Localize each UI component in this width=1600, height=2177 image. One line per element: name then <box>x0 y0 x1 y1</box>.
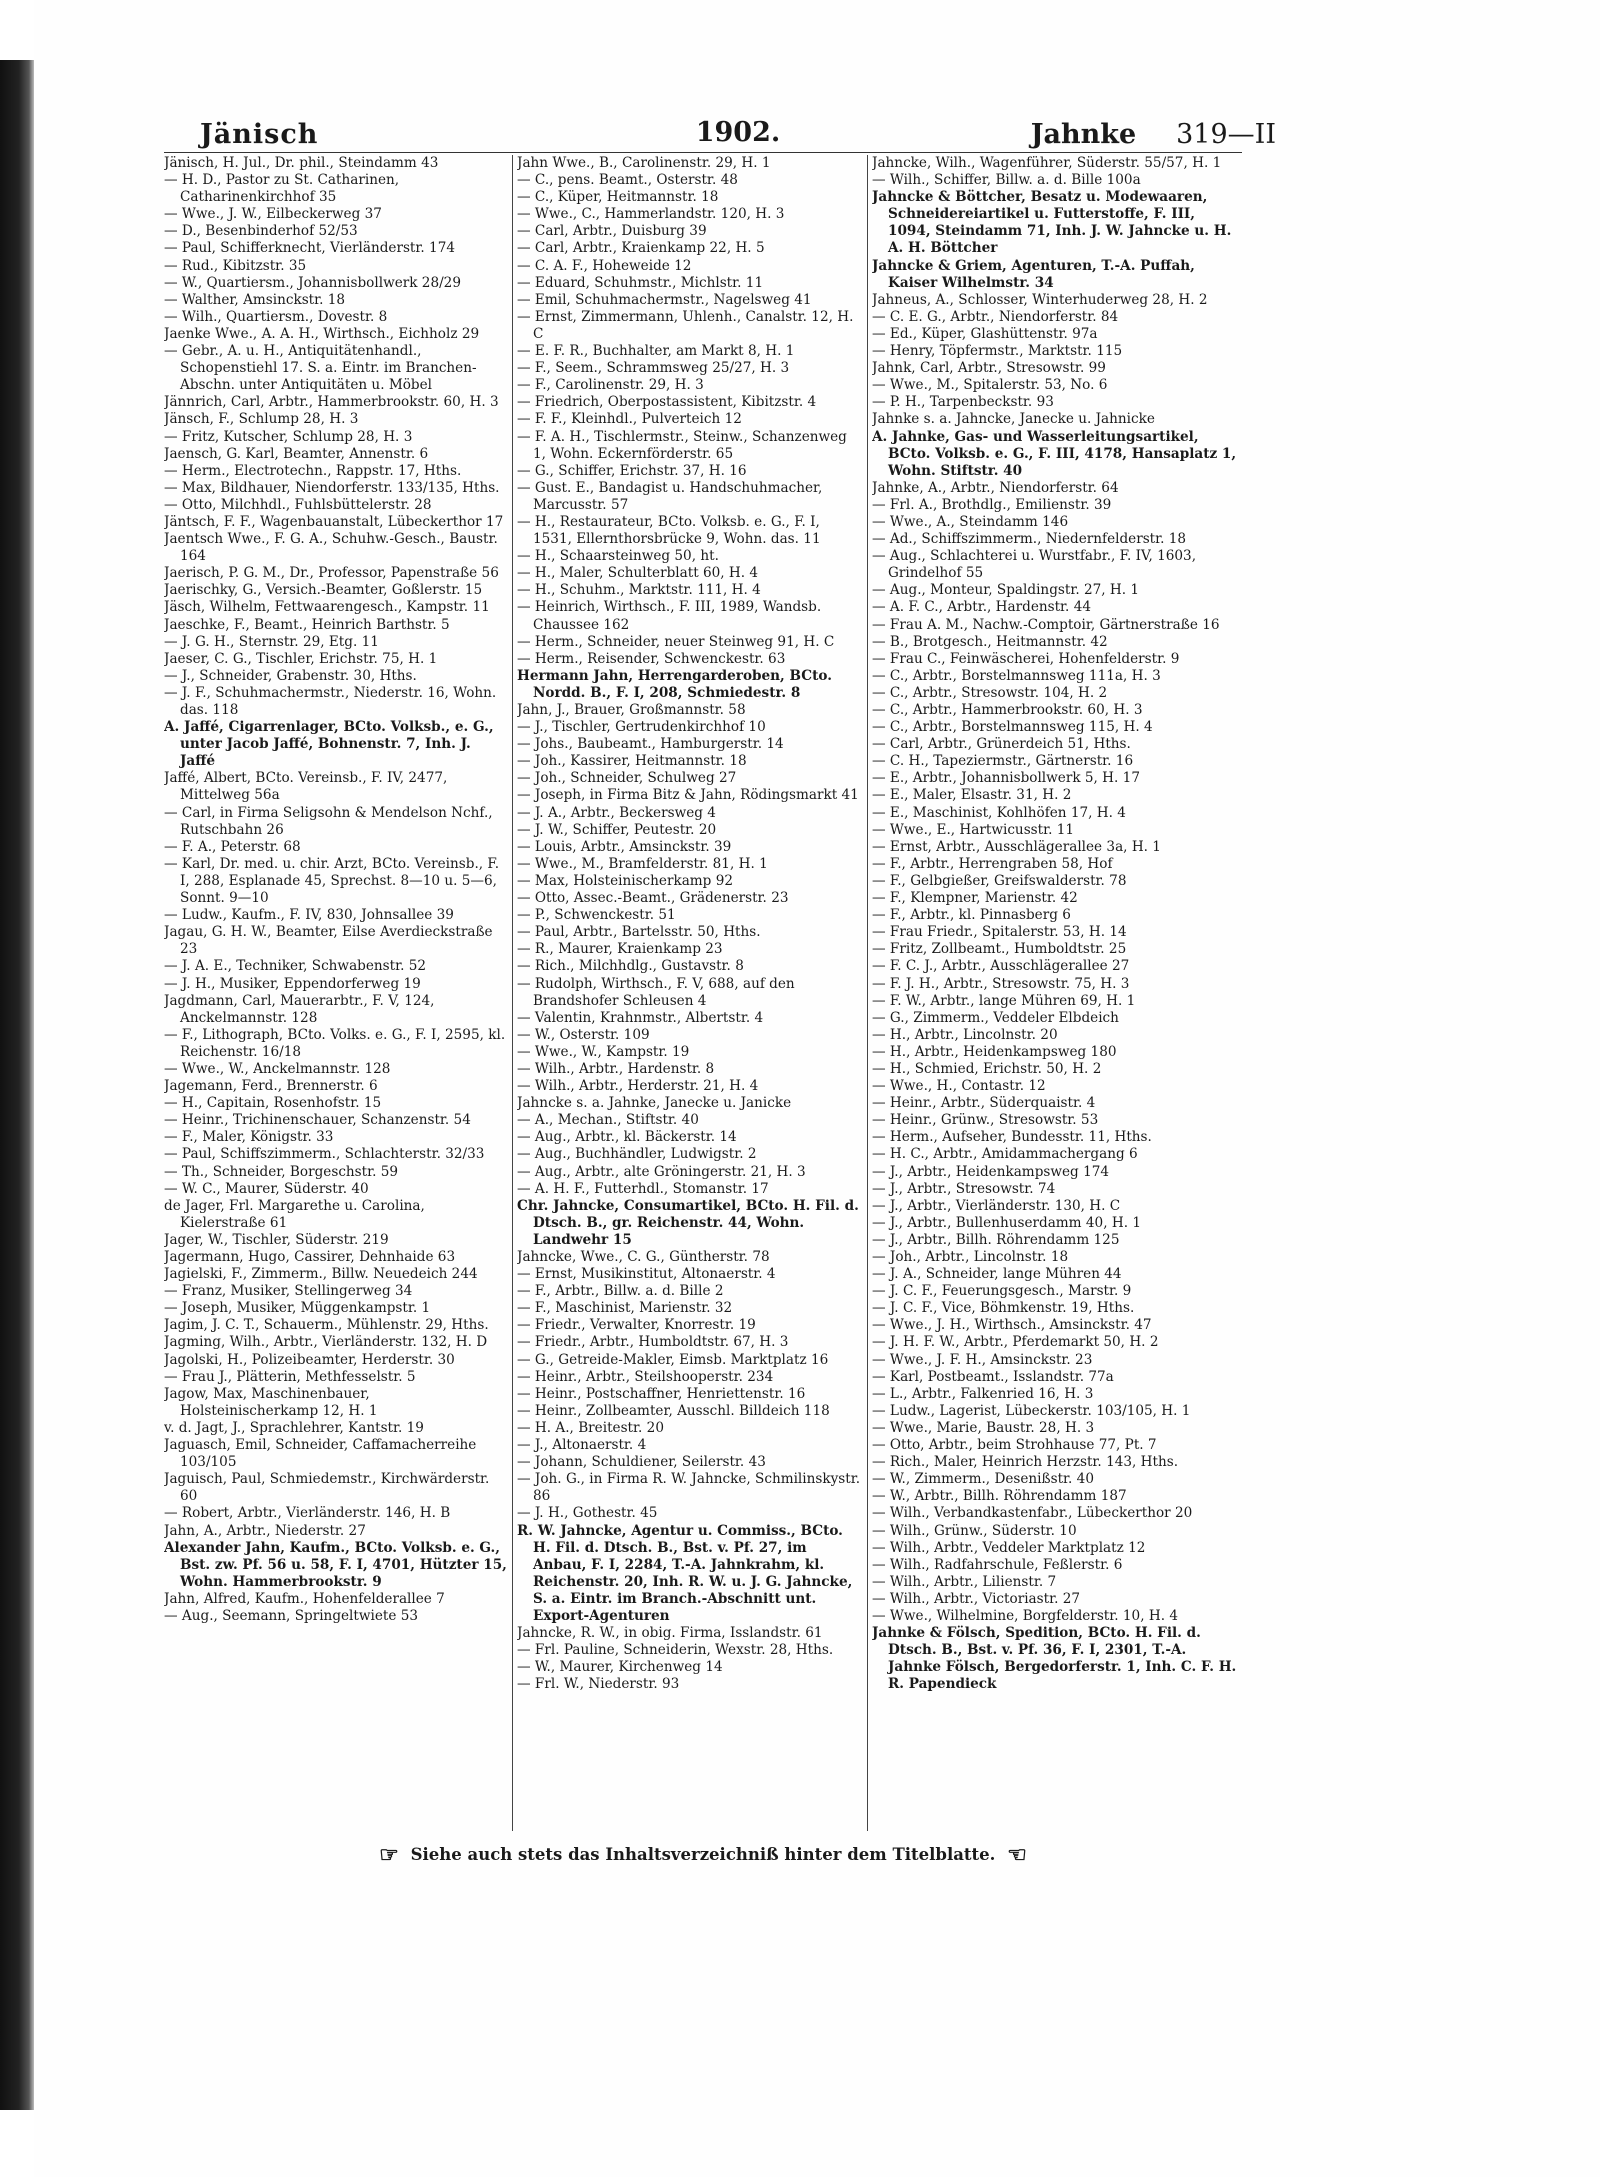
footer-text: Siehe auch stets das Inhaltsverzeichniß hinter dem Titelblatte. <box>410 1845 996 1864</box>
directory-entry: — Wwe., H., Contastr. 12 <box>872 1078 1046 1095</box>
directory-entry: — Carl, Arbtr., Duisburg 39 <box>517 223 707 240</box>
directory-entry: — W., Osterstr. 109 <box>517 1026 650 1043</box>
directory-entry: — Aug., Seemann, Springeltwiete 53 <box>164 1607 419 1624</box>
directory-entry: — Paul, Schifferknecht, Vierländerstr. 174 <box>164 240 455 257</box>
directory-entry: — F. W., Arbtr., lange Mühren 69, H. 1 <box>872 992 1136 1009</box>
directory-entry: — Heinr., Postschaffner, Henriettenstr. 16 <box>517 1385 806 1402</box>
directory-entry: — H., Schaarsteinweg 50, ht. <box>517 548 719 565</box>
directory-entry: — Aug., Arbtr., alte Gröningerstr. 21, H. 3 <box>517 1163 806 1180</box>
directory-entry: Jaerischky, G., Versich.-Beamter, Goßlerstr. 15 <box>164 582 483 599</box>
directory-entry: — Aug., Arbtr., kl. Bäckerstr. 14 <box>517 1129 737 1146</box>
directory-entry: — J. H., Gothestr. 45 <box>517 1505 658 1522</box>
directory-entry: — Wwe., A., Steindamm 146 <box>872 513 1069 530</box>
directory-entry: — Rich., Maler, Heinrich Herzstr. 143, Hths. <box>872 1454 1179 1471</box>
page-binding-edge <box>0 60 34 2110</box>
directory-entry: — Carl, Arbtr., Grünerdeich 51, Hths. <box>872 736 1131 753</box>
directory-entry: Jagdmann, Carl, Mauerarbtr., F. V, 124, Anckelmannstr. 128 <box>164 992 435 1026</box>
directory-entry: — J., Arbtr., Heidenkampsweg 174 <box>872 1163 1110 1180</box>
directory-entry: — D., Besenbinderhof 52/53 <box>164 223 358 240</box>
directory-entry: — Aug., Schlachterei u. Wurstfabr., F. IV, 1603, Grindelhof 55 <box>872 548 1197 582</box>
directory-entry: — Frl. W., Niederstr. 93 <box>517 1676 680 1693</box>
directory-entry: — Wwe., W., Kampstr. 19 <box>517 1043 690 1060</box>
directory-entry: — W., Maurer, Kirchenweg 14 <box>517 1659 723 1676</box>
directory-entry: Alexander Jahn, Kaufm., BCto. Volksb. e. G., Bst. zw. Pf. 56 u. 58, F. I, 4701, Hützter 15, Wohn. Hammerbrookstr. 9 <box>164 1539 507 1590</box>
directory-entry: Jagim, J. C. T., Schauerm., Mühlenstr. 29, Hths. <box>164 1317 489 1334</box>
directory-entry: — Joh., Schneider, Schulweg 27 <box>517 770 737 787</box>
directory-entry: — Th., Schneider, Borgeschstr. 59 <box>164 1163 399 1180</box>
directory-entry: — J. F., Schuhmachermstr., Niederstr. 16, Wohn. das. 118 <box>164 684 497 718</box>
directory-entry: — Karl, Dr. med. u. chir. Arzt, BCto. Vereinsb., F. I, 288, Esplanade 45, Sprechst. 8—10 u. 5—6, Sonnt. 9—10 <box>164 855 500 907</box>
directory-entry: — Herm., Reisender, Schwenckestr. 63 <box>517 650 786 667</box>
directory-entry: — Friedrich, Oberpostassistent, Kibitzstr. 4 <box>517 394 817 411</box>
directory-entry: — J., Schneider, Grabenstr. 30, Hths. <box>164 667 417 684</box>
directory-entry: — Wilh., Radfahrschule, Feßlerstr. 6 <box>872 1556 1123 1573</box>
directory-entry: Jaguisch, Paul, Schmiedemstr., Kirchwärderstr. 60 <box>164 1471 490 1505</box>
directory-entry: — J. W., Schiffer, Peutestr. 20 <box>517 821 717 838</box>
directory-entry: Hermann Jahn, Herrengarderoben, BCto. Nordd. B., F. I, 208, Schmiedestr. 8 <box>517 667 832 701</box>
directory-entry: — E., Arbtr., Johannisbollwerk 5, H. 17 <box>872 770 1140 787</box>
column-divider <box>867 155 868 1831</box>
directory-entry: — Friedr., Verwalter, Knorrestr. 19 <box>517 1317 756 1334</box>
directory-entry: — Ad., Schiffszimmerm., Niedernfelderstr. 18 <box>872 531 1187 548</box>
directory-entry: — Joh., Kassirer, Heitmannstr. 18 <box>517 753 747 770</box>
directory-entry: — Joseph, in Firma Bitz & Jahn, Rödingsmarkt 41 <box>517 787 859 804</box>
directory-entry: — Max, Bildhauer, Niendorferstr. 133/135, Hths. <box>164 479 500 496</box>
directory-entry: — Heinr., Grünw., Stresowstr. 53 <box>872 1112 1099 1129</box>
directory-entry: — F. A. H., Tischlermstr., Steinw., Schanzenweg 1, Wohn. Eckernförderstr. 65 <box>517 428 847 462</box>
directory-entry: Jaeschke, F., Beamt., Heinrich Barthstr. 5 <box>164 616 450 633</box>
directory-entry: — Frl. Pauline, Schneiderin, Wexstr. 28, Hths. <box>517 1642 834 1659</box>
directory-entry: — Johann, Schuldiener, Seilerstr. 43 <box>517 1454 766 1471</box>
directory-entry: — Fritz, Kutscher, Schlump 28, H. 3 <box>164 428 413 445</box>
directory-entry: — Frau Friedr., Spitalerstr. 53, H. 14 <box>872 924 1127 941</box>
directory-entry: — W. C., Maurer, Süderstr. 40 <box>164 1180 369 1197</box>
directory-entry: — Wwe., M., Bramfelderstr. 81, H. 1 <box>517 855 768 872</box>
directory-entry: — Robert, Arbtr., Vierländerstr. 146, H. B <box>164 1505 451 1522</box>
directory-entry: Jager, W., Tischler, Süderstr. 219 <box>164 1231 389 1248</box>
directory-entry: — C. A. F., Hoheweide 12 <box>517 257 692 274</box>
directory-entry: Jahncke, R. W., in obig. Firma, Isslandstr. 61 <box>517 1625 823 1642</box>
directory-entry: — Wilh., Arbtr., Hardenstr. 8 <box>517 1060 715 1077</box>
directory-entry: — Wwe., M., Spitalerstr. 53, No. 6 <box>872 377 1108 394</box>
directory-entry: Jahneus, A., Schlosser, Winterhuderweg 28, H. 2 <box>872 291 1208 308</box>
directory-entry: — Franz, Musiker, Stellingerweg 34 <box>164 1283 413 1300</box>
directory-entry: — F., Arbtr., kl. Pinnasberg 6 <box>872 907 1071 924</box>
directory-entry: — Herm., Schneider, neuer Steinweg 91, H. C <box>517 633 835 650</box>
directory-entry: — J. H., Musiker, Eppendorferweg 19 <box>164 975 421 992</box>
header-left-guide-word: Jänisch <box>200 119 319 150</box>
directory-entry: Jaffé, Albert, BCto. Vereinsb., F. IV, 2477, Mittelweg 56a <box>164 770 448 804</box>
directory-entry: Jahn, J., Brauer, Großmannstr. 58 <box>517 702 746 718</box>
directory-entry: — Gebr., A. u. H., Antiquitätenhandl., Schopenstiehl 17. S. a. Eintr. im Branchen-Abschn. unter Antiquitäten u. Möbel <box>164 343 477 394</box>
directory-entry: — Wwe., J. F. H., Amsinckstr. 23 <box>872 1351 1093 1368</box>
header-year: 1902. <box>695 117 781 148</box>
directory-entry: — C., Arbtr., Hammerbrookstr. 60, H. 3 <box>872 702 1143 718</box>
directory-entry: — Ludw., Kaufm., F. IV, 830, Johnsallee 39 <box>164 907 454 924</box>
directory-entry: — J. A., Arbtr., Beckersweg 4 <box>517 804 716 821</box>
directory-entry: — J., Arbtr., Billh. Röhrendamm 125 <box>872 1231 1120 1248</box>
directory-entry: — J. C. F., Feuerungsgesch., Marstr. 9 <box>872 1283 1132 1300</box>
directory-entry: — J., Arbtr., Vierländerstr. 130, H. C <box>872 1197 1121 1214</box>
directory-entry: — H. C., Arbtr., Amidammachergang 6 <box>872 1146 1138 1163</box>
directory-entry: — E., Maschinist, Kohlhöfen 17, H. 4 <box>872 804 1126 821</box>
directory-entry: Jagming, Wilh., Arbtr., Vierländerstr. 132, H. D <box>164 1334 488 1351</box>
directory-entry: — C., Arbtr., Stresowstr. 104, H. 2 <box>872 684 1108 701</box>
directory-entry: — F., Klempner, Marienstr. 42 <box>872 890 1078 907</box>
column-3 <box>872 155 1242 1831</box>
directory-entry: — Emil, Schuhmachermstr., Nagelsweg 41 <box>517 291 812 308</box>
running-header <box>200 112 1276 150</box>
directory-entry: Jäsch, Wilhelm, Fettwaarengesch., Kampstr. 11 <box>164 599 490 616</box>
header-right <box>1031 119 1276 150</box>
directory-entry: — Ernst, Arbtr., Ausschlägerallee 3a, H. 1 <box>872 838 1161 855</box>
directory-entry: Jahncke & Böttcher, Besatz u. Modewaaren, Schneidereiartikel u. Futterstoffe, F. III, 1094, Steindamm 71, Inh. J. W. Jahncke u. H. A. H. Böttcher <box>872 189 1232 257</box>
directory-entry: — Wilh., Grünw., Süderstr. 10 <box>872 1522 1077 1539</box>
directory-entry: — Wwe., J. W., Eilbeckerweg 37 <box>164 206 382 223</box>
directory-entry: — Ludw., Lagerist, Lübeckerstr. 103/105, H. 1 <box>872 1402 1191 1419</box>
directory-entry: Jahncke, Wilh., Wagenführer, Süderstr. 55/57, H. 1 <box>872 155 1222 171</box>
directory-entry: — Herm., Electrotechn., Rappstr. 17, Hths. <box>164 462 462 479</box>
directory-entry: — Rich., Milchhdlg., Gustavstr. 8 <box>517 958 744 975</box>
directory-entry: — J. H. F. W., Arbtr., Pferdemarkt 50, H. 2 <box>872 1334 1159 1351</box>
directory-entry: — Aug., Monteur, Spaldingstr. 27, H. 1 <box>872 582 1140 599</box>
page-number: 319—II <box>1176 119 1276 150</box>
directory-entry: — F., Gelbgießer, Greifswalderstr. 78 <box>872 872 1127 889</box>
directory-entry: — C., pens. Beamt., Osterstr. 48 <box>517 172 738 189</box>
directory-entry: — J., Altonaerstr. 4 <box>517 1437 647 1454</box>
directory-entry: Jahnk, Carl, Arbtr., Stresowstr. 99 <box>872 360 1106 377</box>
directory-entry: — H., Schmied, Erichstr. 50, H. 2 <box>872 1060 1102 1077</box>
directory-entry: Chr. Jahncke, Consumartikel, BCto. H. Fil. d. Dtsch. B., gr. Reichenstr. 44, Wohn. Landwehr 15 <box>517 1197 859 1248</box>
directory-entry: — Max, Holsteinischerkamp 92 <box>517 872 734 889</box>
directory-entry: — Wwe., J. H., Wirthsch., Amsinckstr. 47 <box>872 1317 1152 1334</box>
directory-entry: de Jager, Frl. Margarethe u. Carolina, Kielerstraße 61 <box>164 1197 425 1231</box>
directory-entry: — H., Maler, Schulterblatt 60, H. 4 <box>517 565 759 582</box>
directory-entry: — Heinr., Trichinenschauer, Schanzenstr. 54 <box>164 1112 471 1129</box>
directory-entry: — Ed., Küper, Glashüttenstr. 97a <box>872 325 1098 342</box>
directory-entry: — F., Seem., Schrammsweg 25/27, H. 3 <box>517 360 790 377</box>
directory-entry: — J., Tischler, Gertrudenkirchhof 10 <box>517 719 766 736</box>
directory-entry: — Karl, Postbeamt., Isslandstr. 77a <box>872 1368 1114 1385</box>
directory-entry: — Wilh., Arbtr., Lilienstr. 7 <box>872 1573 1057 1590</box>
directory-entry: — F. J. H., Arbtr., Stresowstr. 75, H. 3 <box>872 975 1130 992</box>
directory-entry: — Wilh., Arbtr., Herderstr. 21, H. 4 <box>517 1078 759 1095</box>
directory-entry: — L., Arbtr., Falkenried 16, H. 3 <box>872 1385 1094 1402</box>
directory-entry: — J. A. E., Techniker, Schwabenstr. 52 <box>164 958 427 975</box>
directory-entry: — Wwe., E., Hartwicusstr. 11 <box>872 821 1075 838</box>
pointing-hand-left-icon: ☜ <box>1007 1842 1027 1868</box>
directory-entry: Jahncke, Wwe., C. G., Güntherstr. 78 <box>517 1249 770 1265</box>
directory-entry: — Rud., Kibitzstr. 35 <box>164 257 307 274</box>
directory-entry: — Johs., Baubeamt., Hamburgerstr. 14 <box>517 736 784 753</box>
directory-entry: — F., Arbtr., Herrengraben 58, Hof <box>872 855 1113 872</box>
column-1 <box>164 155 508 1831</box>
directory-entry: — J. A., Schneider, lange Mühren 44 <box>872 1266 1122 1283</box>
directory-entry: — A. H. F., Futterhdl., Stomanstr. 17 <box>517 1180 769 1197</box>
directory-entry: — C. H., Tapeziermstr., Gärtnerstr. 16 <box>872 753 1134 770</box>
column-2 <box>517 155 862 1831</box>
directory-entry: — Wilh., Arbtr., Victoriastr. 27 <box>872 1590 1081 1607</box>
directory-entry: — H., Schuhm., Marktstr. 111, H. 4 <box>517 582 761 599</box>
directory-entry: — J., Arbtr., Bullenhuserdamm 40, H. 1 <box>872 1214 1141 1231</box>
directory-entry: — F. C. J., Arbtr., Ausschlägerallee 27 <box>872 958 1130 975</box>
directory-entry: — C., Arbtr., Borstelmannsweg 115, H. 4 <box>872 719 1153 736</box>
directory-entry: — Frau C., Feinwäscherei, Hohenfelderstr. 9 <box>872 650 1180 667</box>
directory-entry: — P. H., Tarpenbeckstr. 93 <box>872 394 1054 411</box>
directory-entry: Jaentsch Wwe., F. G. A., Schuhw.-Gesch., Baustr. 164 <box>164 531 498 565</box>
directory-entry: — G., Getreide-Makler, Eimsb. Marktplatz 16 <box>517 1351 829 1368</box>
directory-entry: — Wilh., Quartiersm., Dovestr. 8 <box>164 308 388 325</box>
directory-entry: A. Jaffé, Cigarrenlager, BCto. Volksb., e. G., unter Jacob Jaffé, Bohnenstr. 7, Inh. J. Jaffé <box>164 719 494 770</box>
directory-entry: — F., Arbtr., Billw. a. d. Bille 2 <box>517 1283 724 1300</box>
directory-entry: — H., Arbtr., Lincolnstr. 20 <box>872 1026 1058 1043</box>
directory-entry: Jaeser, C. G., Tischler, Erichstr. 75, H. 1 <box>164 650 438 667</box>
directory-entry: — Gust. E., Bandagist u. Handschuhmacher, Marcusstr. 57 <box>517 479 823 513</box>
directory-entry: — G., Zimmerm., Veddeler Elbdeich <box>872 1009 1119 1026</box>
directory-entry: Jaguasch, Emil, Schneider, Caffamacherreihe 103/105 <box>164 1437 477 1471</box>
directory-entry: — Henry, Töpfermstr., Marktstr. 115 <box>872 343 1123 360</box>
directory-entry: — J. G. H., Sternstr. 29, Etg. 11 <box>164 633 379 650</box>
directory-entry: Jahn Wwe., B., Carolinenstr. 29, H. 1 <box>517 155 771 171</box>
directory-entry: — Wilh., Schiffer, Billw. a. d. Bille 100a <box>872 172 1141 189</box>
directory-entry: — Heinr., Zollbeamter, Ausschl. Billdeich 118 <box>517 1402 830 1419</box>
directory-entry: Jagielski, F., Zimmerm., Billw. Neuedeich 244 <box>164 1266 478 1283</box>
directory-entry: — H., Restaurateur, BCto. Volksb. e. G., F. I, 1531, Ellernthorsbrücke 9, Wohn. das. 11 <box>517 513 821 548</box>
directory-entry: — W., Zimmerm., Desenißstr. 40 <box>872 1471 1094 1488</box>
directory-entry: — Rudolph, Wirthsch., F. V, 688, auf den Brandshofer Schleusen 4 <box>517 975 795 1009</box>
directory-entry: — F. A., Peterstr. 68 <box>164 838 301 855</box>
directory-entry: Jahncke & Griem, Agenturen, T.-A. Puffah, Kaiser Wilhelmstr. 34 <box>872 257 1195 291</box>
directory-entry: — Frau J., Plätterin, Methfesselstr. 5 <box>164 1368 416 1385</box>
directory-entry: Jahnke & Fölsch, Spedition, BCto. H. Fil. d. Dtsch. B., Bst. v. Pf. 36, F. I, 2301, T.-A. Jahnke Fölsch, Bergedorferstr. 1, Inh. C. F. H. R. Papendieck <box>872 1625 1237 1693</box>
directory-entry: — Frl. A., Brothdlg., Emilienstr. 39 <box>872 496 1112 513</box>
directory-entry: — Aug., Buchhändler, Ludwigstr. 2 <box>517 1146 757 1163</box>
directory-entry: — W., Arbtr., Billh. Röhrendamm 187 <box>872 1488 1127 1505</box>
directory-entry: — Paul, Schiffszimmerm., Schlachterstr. 32/33 <box>164 1146 485 1163</box>
directory-entry: Jänsch, F., Schlump 28, H. 3 <box>164 411 359 428</box>
directory-entry: Jahnke s. a. Jahncke, Janecke u. Jahnicke <box>872 411 1155 428</box>
directory-entry: — Eduard, Schuhmstr., Michlstr. 11 <box>517 274 764 291</box>
pointing-hand-right-icon: ☞ <box>379 1842 399 1868</box>
footer-note <box>164 1842 1242 1868</box>
directory-entry: Jagolski, H., Polizeibeamter, Herderstr. 30 <box>164 1351 455 1368</box>
directory-entry: Jahncke s. a. Jahnke, Janecke u. Janicke <box>517 1095 792 1112</box>
directory-entry: — Otto, Milchhdl., Fuhlsbüttelerstr. 28 <box>164 496 432 513</box>
directory-entry: — C. E. G., Arbtr., Niendorferstr. 84 <box>872 308 1119 325</box>
directory-entry: — E. F. R., Buchhalter, am Markt 8, H. 1 <box>517 343 795 360</box>
directory-entry: A. Jahnke, Gas- und Wasserleitungsartikel, BCto. Volksb. e. G., F. III, 4178, Hansaplatz 1, Wohn. Stiftstr. 40 <box>872 428 1237 479</box>
directory-entry: — Wwe., W., Anckelmannstr. 128 <box>164 1060 391 1077</box>
directory-entry: — Frau A. M., Nachw.-Comptoir, Gärtnerstraße 16 <box>872 616 1220 633</box>
directory-entry: — F., Maschinist, Marienstr. 32 <box>517 1300 733 1317</box>
directory-entry: R. W. Jahncke, Agentur u. Commiss., BCto. H. Fil. d. Dtsch. B., Bst. v. Pf. 27, im Anbau, F. I, 2284, T.-A. Jahnkrahm, kl. Reichenstr. 20, Inh. R. W. u. J. G. Jahncke, S. a. Eintr. im Branch.-Abschnitt unt. Export-Agenturen <box>517 1522 853 1624</box>
directory-entry: — G., Schiffer, Erichstr. 37, H. 16 <box>517 462 747 479</box>
directory-columns <box>164 155 1242 1831</box>
directory-entry: — Wwe., Wilhelmine, Borgfelderstr. 10, H. 4 <box>872 1607 1178 1624</box>
column-divider <box>512 155 513 1831</box>
directory-entry: — Wilh., Arbtr., Veddeler Marktplatz 12 <box>872 1539 1146 1556</box>
directory-entry: Jaenke Wwe., A. A. H., Wirthsch., Eichholz 29 <box>164 325 480 342</box>
directory-entry: — H., Arbtr., Heidenkampsweg 180 <box>872 1043 1117 1060</box>
directory-entry: Jaensch, G. Karl, Beamter, Annenstr. 6 <box>164 445 429 462</box>
directory-entry: — H. A., Breitestr. 20 <box>517 1419 664 1436</box>
directory-entry: Jahnke, A., Arbtr., Niendorferstr. 64 <box>872 479 1119 496</box>
directory-entry: — C., Küper, Heitmannstr. 18 <box>517 189 719 206</box>
header-rule <box>164 152 1242 153</box>
directory-entry: Jagemann, Ferd., Brennerstr. 6 <box>164 1078 378 1095</box>
directory-entry: — Carl, in Firma Seligsohn & Mendelson Nchf., Rutschbahn 26 <box>164 804 493 838</box>
directory-entry: Jahn, A., Arbtr., Niederstr. 27 <box>164 1522 366 1539</box>
directory-entry: — Otto, Arbtr., beim Strohhause 77, Pt. 7 <box>872 1437 1157 1454</box>
directory-entry: — Louis, Arbtr., Amsinckstr. 39 <box>517 838 732 855</box>
directory-entry: — Walther, Amsinckstr. 18 <box>164 291 346 308</box>
directory-entry: — Wilh., Verbandkastenfabr., Lübeckerthor 20 <box>872 1505 1193 1522</box>
directory-entry: — B., Brotgesch., Heitmannstr. 42 <box>872 633 1108 650</box>
directory-entry: — Wwe., Marie, Baustr. 28, H. 3 <box>872 1419 1095 1436</box>
directory-entry: — Joseph, Musiker, Müggenkampstr. 1 <box>164 1300 431 1317</box>
directory-entry: — F., Lithograph, BCto. Volks. e. G., F. I, 2595, kl. Reichenstr. 16/18 <box>164 1026 506 1060</box>
directory-entry: Jäntsch, F. F., Wagenbauanstalt, Lübeckerthor 17 <box>164 513 504 530</box>
directory-entry: — Heinrich, Wirthsch., F. III, 1989, Wandsb. Chaussee 162 <box>517 599 822 633</box>
directory-entry: v. d. Jagt, J., Sprachlehrer, Kantstr. 19 <box>164 1419 424 1436</box>
directory-entry: Jagow, Max, Maschinenbauer, Holsteinischerkamp 12, H. 1 <box>164 1385 378 1419</box>
directory-entry: — A., Mechan., Stiftstr. 40 <box>517 1112 699 1129</box>
directory-entry: — Joh., Arbtr., Lincolnstr. 18 <box>872 1249 1069 1265</box>
directory-entry: — P., Schwenckestr. 51 <box>517 907 676 924</box>
directory-entry: Jaerisch, P. G. M., Dr., Professor, Papenstraße 56 <box>164 565 499 582</box>
directory-entry: — Ernst, Musikinstitut, Altonaerstr. 4 <box>517 1266 776 1283</box>
directory-entry: — J. C. F., Vice, Böhmkenstr. 19, Hths. <box>872 1300 1135 1317</box>
directory-entry: — Heinr., Arbtr., Steilshooperstr. 234 <box>517 1368 774 1385</box>
directory-entry: — H. D., Pastor zu St. Catharinen, Catharinenkirchhof 35 <box>164 172 400 206</box>
directory-entry: — A. F. C., Arbtr., Hardenstr. 44 <box>872 599 1091 616</box>
directory-entry: — H., Capitain, Rosenhofstr. 15 <box>164 1095 382 1112</box>
directory-entry: — R., Maurer, Kraienkamp 23 <box>517 941 723 958</box>
directory-entry: — W., Quartiersm., Johannisbollwerk 28/29 <box>164 274 461 291</box>
directory-entry: — J., Arbtr., Stresowstr. 74 <box>872 1180 1056 1197</box>
directory-entry: — F., Carolinenstr. 29, H. 3 <box>517 377 704 394</box>
directory-entry: Jagau, G. H. W., Beamter, Eilse Averdieckstraße 23 <box>164 924 493 958</box>
directory-entry: Jännrich, Carl, Arbtr., Hammerbrookstr. 60, H. 3 <box>164 394 499 411</box>
directory-entry: Jänisch, H. Jul., Dr. phil., Steindamm 43 <box>164 155 439 171</box>
directory-entry: — Heinr., Arbtr., Süderquaistr. 4 <box>872 1095 1096 1112</box>
directory-entry: — E., Maler, Elsastr. 31, H. 2 <box>872 787 1072 804</box>
directory-entry: — Otto, Assec.-Beamt., Grädenerstr. 23 <box>517 890 789 907</box>
directory-entry: — Paul, Arbtr., Bartelsstr. 50, Hths. <box>517 924 761 941</box>
directory-entry: — F. F., Kleinhdl., Pulverteich 12 <box>517 411 742 428</box>
directory-entry: — Herm., Aufseher, Bundesstr. 11, Hths. <box>872 1129 1152 1146</box>
directory-entry: Jagermann, Hugo, Cassirer, Dehnhaide 63 <box>164 1249 456 1265</box>
directory-entry: — Friedr., Arbtr., Humboldtstr. 67, H. 3 <box>517 1334 789 1351</box>
directory-entry: — C., Arbtr., Borstelmannsweg 111a, H. 3 <box>872 667 1161 684</box>
directory-entry: — Fritz, Zollbeamt., Humboldtstr. 25 <box>872 941 1127 958</box>
header-right-guide-word: Jahnke <box>1030 119 1137 150</box>
directory-entry: — Joh. G., in Firma R. W. Jahncke, Schmilinskystr. 86 <box>517 1471 861 1505</box>
directory-entry: — F., Maler, Königstr. 33 <box>164 1129 334 1146</box>
directory-entry: — Ernst, Zimmermann, Uhlenh., Canalstr. 12, H. C <box>517 308 854 342</box>
directory-entry: Jahn, Alfred, Kaufm., Hohenfelderallee 7 <box>164 1590 445 1607</box>
directory-entry: — Wwe., C., Hammerlandstr. 120, H. 3 <box>517 206 785 223</box>
directory-entry: — Carl, Arbtr., Kraienkamp 22, H. 5 <box>517 240 765 257</box>
directory-entry: — Valentin, Krahnmstr., Albertstr. 4 <box>517 1009 764 1026</box>
